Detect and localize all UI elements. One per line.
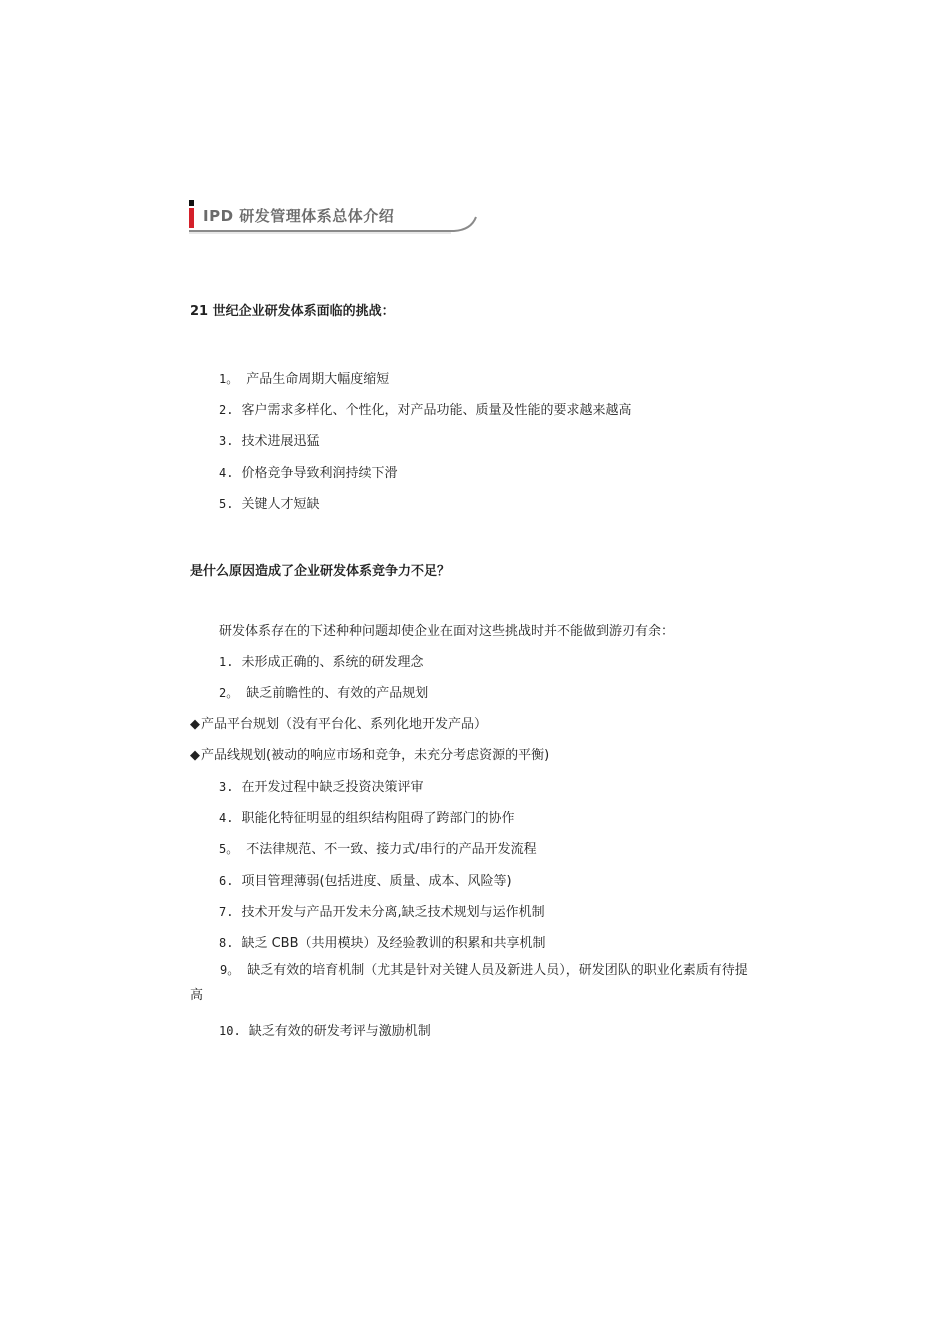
list-item: [219, 870, 512, 889]
banner-title: IPD 研发管理体系总体介绍: [203, 207, 395, 225]
list-item: [219, 368, 389, 387]
list-item: [219, 901, 545, 920]
list-item: [219, 493, 319, 512]
list-item-number: 2。: [219, 686, 239, 700]
diamond-bullet-icon: ◆: [190, 717, 200, 732]
list-item-number: 9。: [220, 963, 240, 977]
list-item-text: 缺乏有效的研发考评与激励机制: [248, 1024, 431, 1039]
list-item-text: 职能化特征明显的组织结构阻碍了跨部门的协作: [241, 811, 515, 826]
list-item-text: 产品生命周期大幅度缩短: [246, 372, 390, 387]
list-item: [219, 430, 319, 449]
list-item-text: 缺乏前瞻性的、有效的产品规划: [246, 686, 429, 701]
list-item-number: 10.: [219, 1024, 241, 1038]
section2-heading: 是什么原因造成了企业研发体系竞争力不足？: [190, 564, 451, 579]
list-item: [219, 682, 428, 701]
bullet-item: [190, 744, 549, 763]
list-item-number: 5。: [219, 842, 239, 856]
diamond-bullet-icon: ◆: [190, 748, 200, 763]
list-item-text: 项目管理薄弱(包括进度、质量、成本、风险等): [241, 874, 512, 889]
bullet-item-text: 产品平台规划（没有平台化、系列化地开发产品）: [201, 717, 488, 732]
list-item-text: 技术开发与产品开发未分离,缺乏技术规划与运作机制: [241, 905, 545, 920]
list-item-text: 未形成正确的、系统的研发理念: [241, 655, 424, 670]
list-item-text: 价格竞争导致利润持续下滑: [241, 466, 398, 481]
bullet-item-text: 产品线规划(被动的响应市场和竞争，未充分考虑资源的平衡): [201, 748, 550, 763]
list-item-number: 1.: [219, 655, 234, 669]
section1-heading: 21 世纪企业研发体系面临的挑战：: [190, 304, 395, 319]
list-item: [219, 1020, 431, 1039]
list-item: [219, 462, 397, 481]
list-item: [219, 399, 631, 418]
list-item-number: 4.: [219, 466, 234, 480]
list-item: [219, 932, 546, 951]
list-item: [219, 651, 423, 670]
section-banner: [189, 198, 479, 238]
list-item-number: 1。: [219, 372, 239, 386]
list-item-number: 4.: [219, 811, 234, 825]
list-item-text: 客户需求多样化、个性化，对产品功能、质量及性能的要求越来越高: [241, 403, 632, 418]
list-item-text: 缺乏有效的培育机制（尤其是针对关键人员及新进人员），研发团队的职业化素质有待提高: [190, 963, 748, 1003]
list-item-number: 3.: [219, 434, 234, 448]
list-item-text: 技术进展迅猛: [241, 434, 320, 449]
list-item: [219, 807, 514, 826]
list-item: [190, 958, 750, 1008]
list-item-text: 在开发过程中缺乏投资决策评审: [241, 780, 424, 795]
list-item-number: 8.: [219, 936, 234, 950]
section2-intro: 研发体系存在的下述种种问题却使企业在面对这些挑战时并不能做到游刃有余：: [219, 624, 675, 639]
list-item-number: 7.: [219, 905, 234, 919]
list-item-text: 关键人才短缺: [241, 497, 320, 512]
list-item-number: 2.: [219, 403, 234, 417]
list-item-text: 缺乏 CBB（共用模块）及经验教训的积累和共享机制: [241, 936, 546, 951]
list-item-number: 3.: [219, 780, 234, 794]
list-item-text: 不法律规范、不一致、接力式/串行的产品开发流程: [246, 842, 537, 857]
list-item: [219, 776, 423, 795]
bullet-item: [190, 713, 487, 732]
list-item-number: 6.: [219, 874, 234, 888]
list-item: [219, 838, 537, 857]
list-item-number: 5.: [219, 497, 234, 511]
